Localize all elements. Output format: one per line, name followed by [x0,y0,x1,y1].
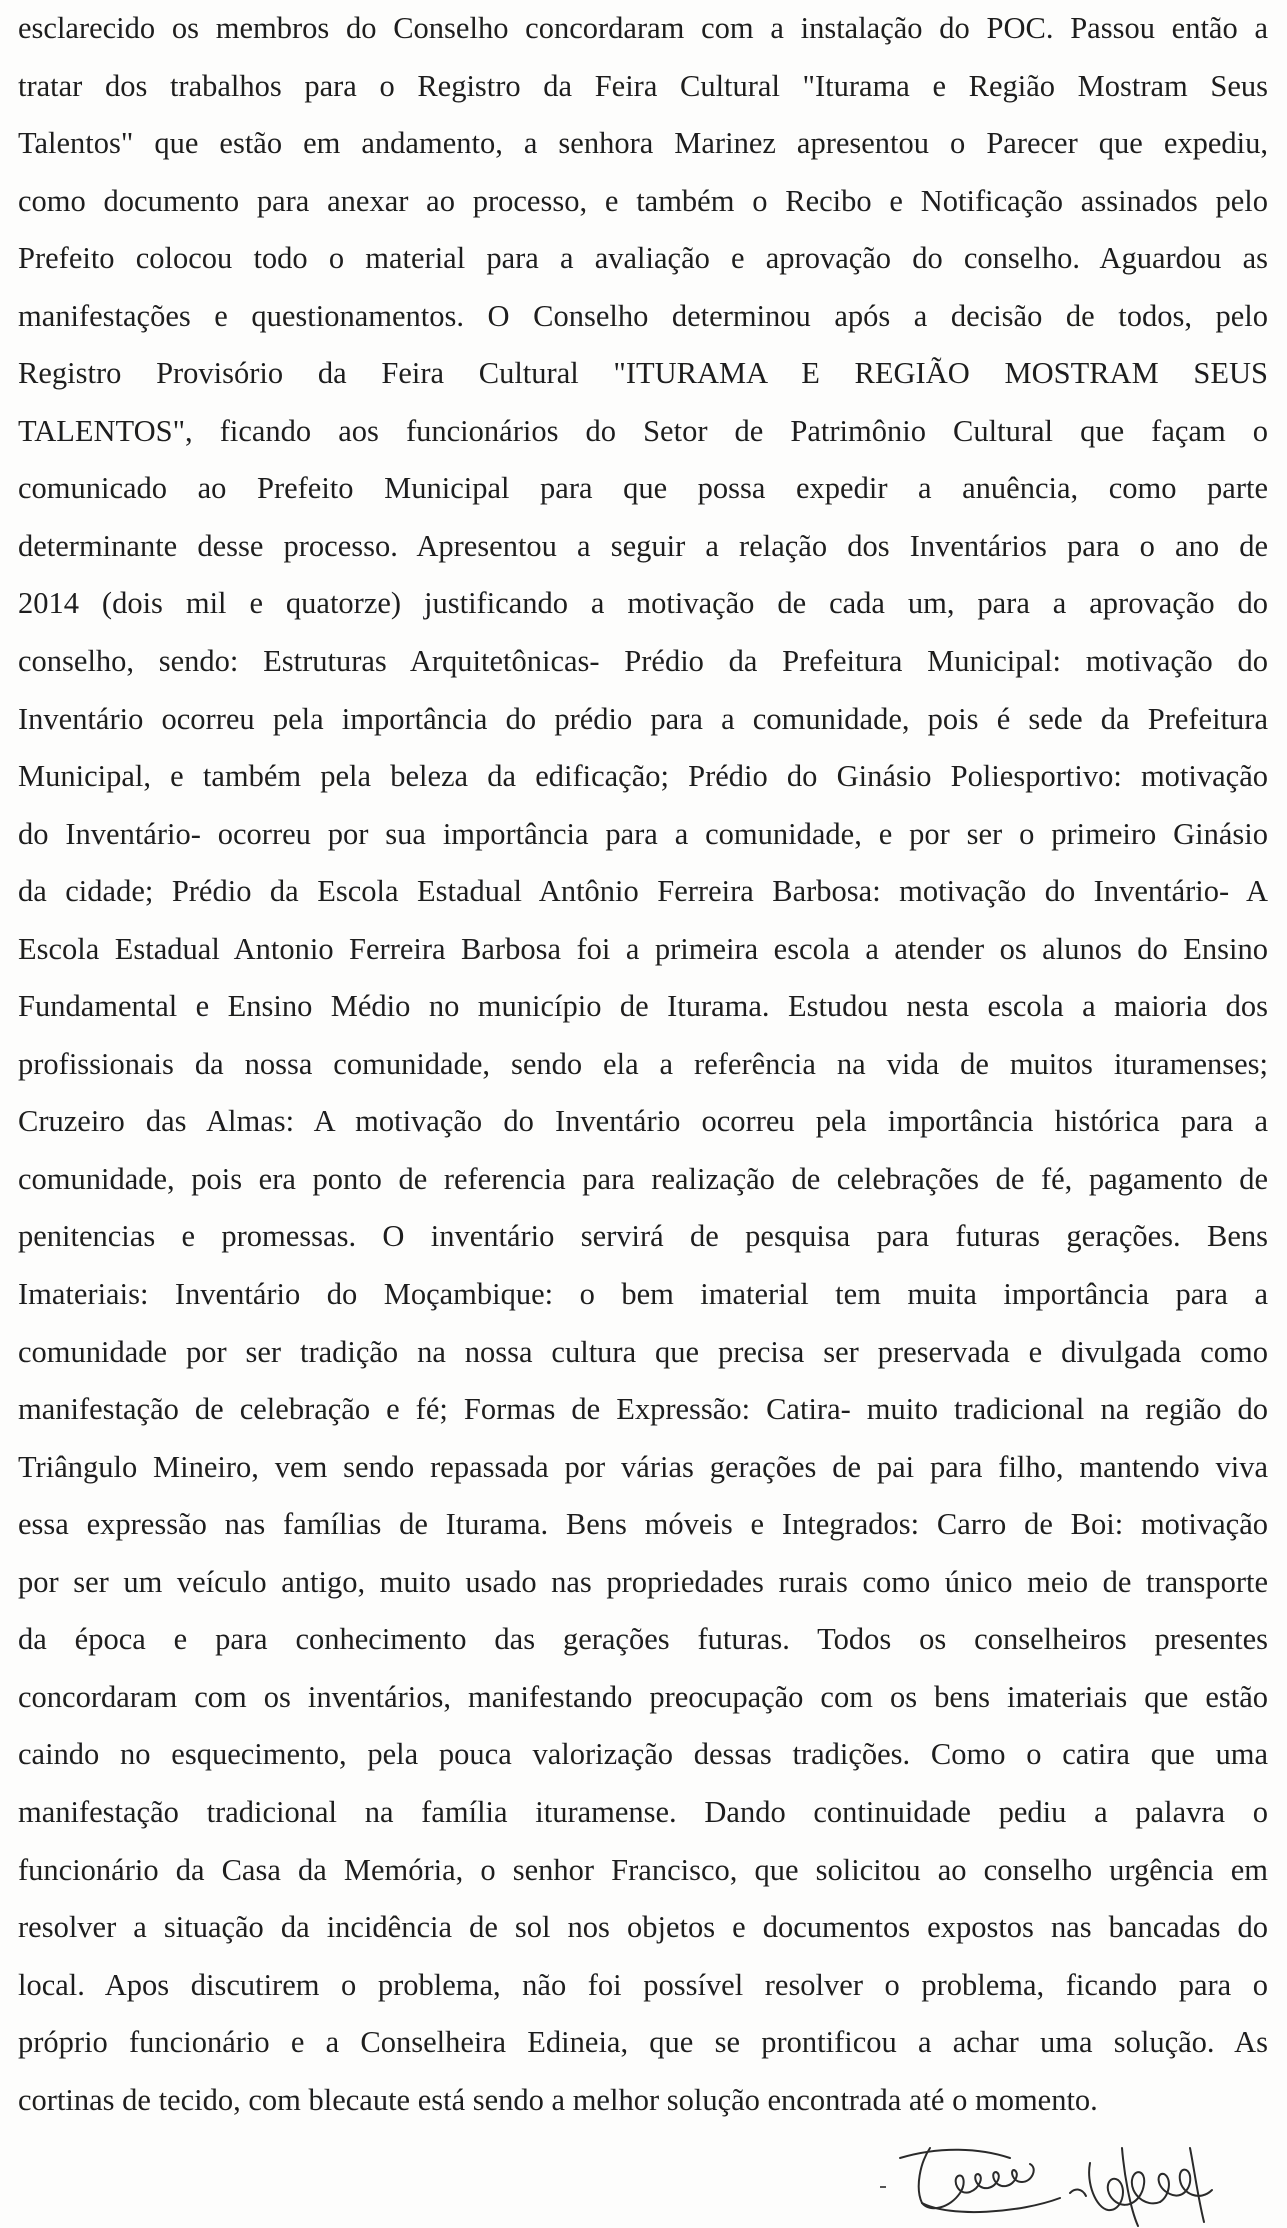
text-line: como documento para anexar ao processo, e também o Recibo e Notificação assinados pelo [18,183,1268,218]
text-line: do Inventário- ocorreu por sua importância para a comunidade, e por ser o primeiro Ginásio [18,816,1268,851]
text-line: cortinas de tecido, com blecaute está sendo a melhor solução encontrada até o momento. [18,2082,1098,2117]
minutes-text [18,0,1268,2129]
text-line: da época e para conhecimento das gerações futuras. Todos os conselheiros presentes [18,1622,1268,1657]
text-line: essa expressão nas famílias de Iturama. Bens móveis e Integrados: Carro de Boi: motivação [18,1507,1268,1542]
text-line: Inventário ocorreu pela importância do prédio para a comunidade, pois é sede da Prefeitura [18,701,1268,736]
text-line: Escola Estadual Antonio Ferreira Barbosa foi a primeira escola a atender os alunos do Ensino [18,931,1268,966]
text-line: da cidade; Prédio da Escola Estadual Antônio Ferreira Barbosa: motivação do Inventário- A [18,874,1268,909]
text-line: esclarecido os membros do Conselho concordaram com a instalação do POC. Passou então a [18,11,1268,45]
text-line: Talentos" que estão em andamento, a senhora Marinez apresentou o Parecer que expediu, [18,126,1268,161]
text-line: TALENTOS", ficando aos funcionários do Setor de Patrimônio Cultural que façam o [18,413,1268,448]
text-line: manifestação tradicional na família ituramense. Dando continuidade pediu a palavra o [18,1794,1268,1829]
text-line: penitencias e promessas. O inventário servirá de pesquisa para futuras gerações. Bens [18,1219,1268,1254]
text-line: profissionais da nossa comunidade, sendo ela a referência na vida de muitos ituramenses; [18,1046,1268,1081]
text-line: Fundamental e Ensino Médio no município de Iturama. Estudou nesta escola a maioria dos [18,989,1268,1024]
text-line: Triângulo Mineiro, vem sendo repassada por várias gerações de pai para filho, mantendo viva [18,1449,1268,1484]
text-line: próprio funcionário e a Conselheira Edineia, que se prontificou a achar uma solução. As [18,2025,1268,2060]
text-line: resolver a situação da incidência de sol nos objetos e documentos expostos nas bancadas do [18,1910,1268,1945]
text-line: Imateriais: Inventário do Moçambique: o bem imaterial tem muita importância para a [18,1277,1268,1312]
signature-graphic [860,2118,1280,2228]
text-line: 2014 (dois mil e quatorze) justificando a motivação de cada um, para a aprovação do [18,586,1268,621]
text-line: concordaram com os inventários, manifestando preocupação com os bens imateriais que estão [18,1679,1268,1714]
text-line: funcionário da Casa da Memória, o senhor Francisco, que solicitou ao conselho urgência em [18,1852,1268,1887]
text-line: manifestações e questionamentos. O Conselho determinou após a decisão de todos, pelo [18,298,1268,333]
text-line: local. Apos discutirem o problema, não foi possível resolver o problema, ficando para o [18,1967,1268,2002]
text-line: comunicado ao Prefeito Municipal para que possa expedir a anuência, como parte [18,471,1268,506]
text-line: comunidade por ser tradição na nossa cultura que precisa ser preservada e divulgada como [18,1334,1268,1369]
text-line: Municipal, e também pela beleza da edificação; Prédio do Ginásio Poliesportivo: motivação [18,759,1268,794]
text-line: caindo no esquecimento, pela pouca valorização dessas tradições. Como o catira que uma [18,1737,1268,1772]
text-line: tratar dos trabalhos para o Registro da Feira Cultural "Iturama e Região Mostram Seus [18,68,1268,103]
text-line: Prefeito colocou todo o material para a avaliação e aprovação do conselho. Aguardou as [18,241,1268,276]
text-line: conselho, sendo: Estruturas Arquitetônicas- Prédio da Prefeitura Municipal: motivação do [18,644,1268,679]
text-line: Cruzeiro das Almas: A motivação do Inventário ocorreu pela importância histórica para a [18,1104,1268,1139]
text-line: determinante desse processo. Apresentou a seguir a relação dos Inventários para o ano de [18,528,1268,563]
text-line: comunidade, pois era ponto de referencia para realização de celebrações de fé, pagamento de [18,1161,1268,1196]
handwritten-signatures [860,2118,1280,2228]
text-line: Registro Provisório da Feira Cultural "ITURAMA E REGIÃO MOSTRAM SEUS [18,356,1268,391]
text-line: por ser um veículo antigo, muito usado nas propriedades rurais como único meio de transporte [18,1564,1268,1599]
text-line: manifestação de celebração e fé; Formas de Expressão: Catira- muito tradicional na região do [18,1392,1268,1427]
